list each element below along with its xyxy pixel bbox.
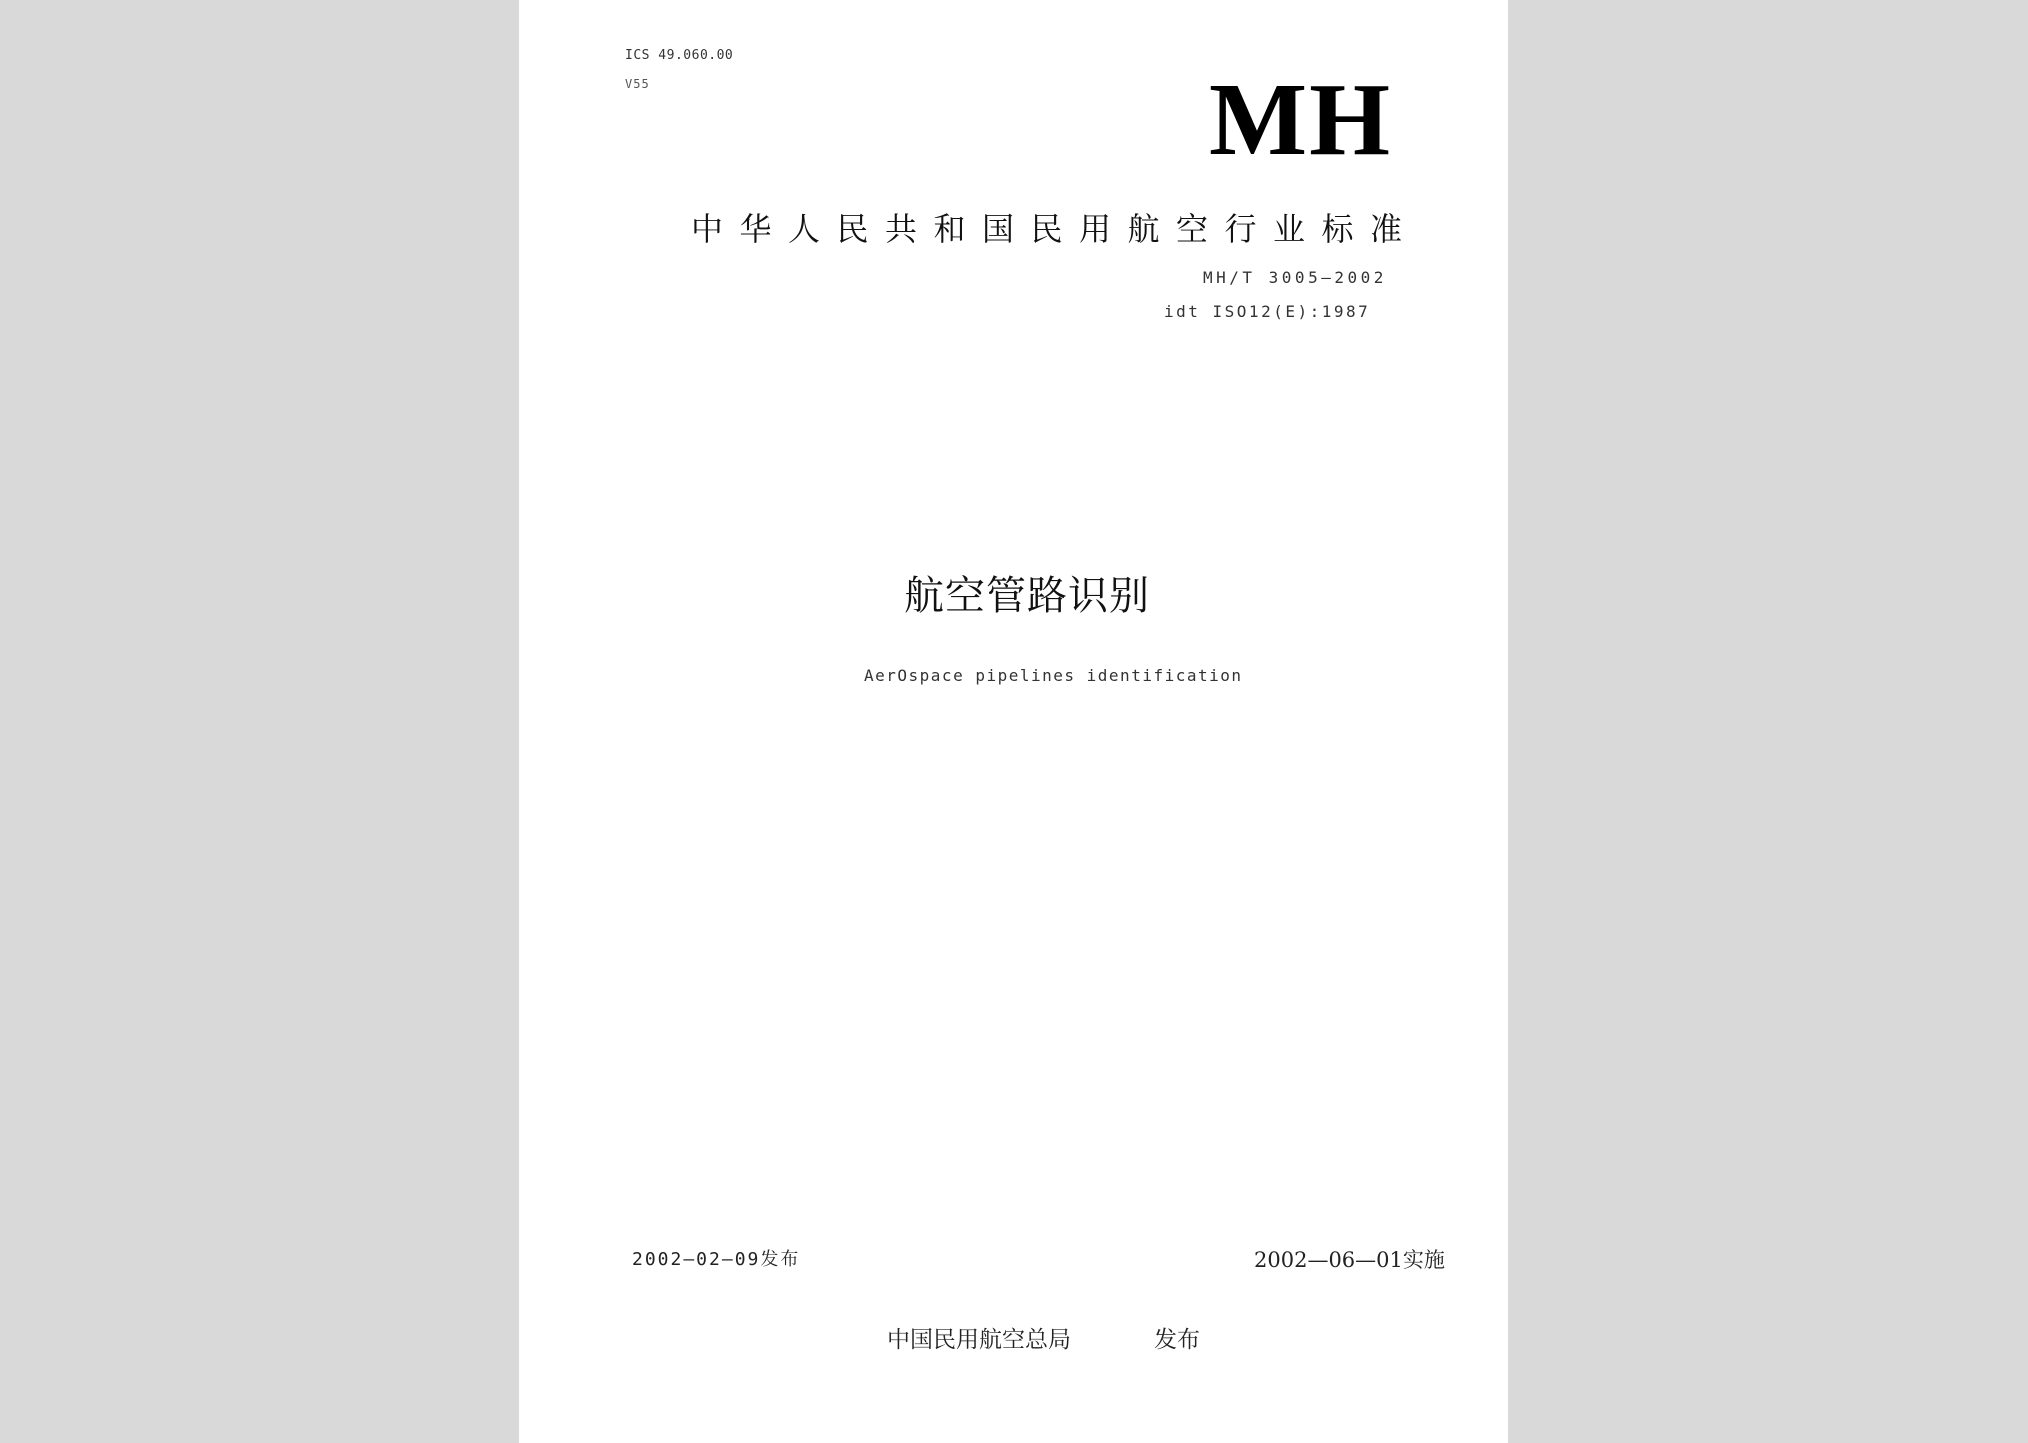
publisher-name: 中国民用航空总局 [887,1327,1071,1353]
standard-number: MH/T 3005—2002 [1203,268,1387,287]
document-title-chinese: 航空管路识别 [904,573,1150,619]
publisher-action: 发布 [1154,1327,1200,1353]
document-title-english: AerOspace pipelines identification [864,666,1243,685]
issue-date: 2002—02—09发布 [632,1249,801,1270]
ccs-code: V55 [625,77,650,91]
mh-logo: MH [1209,62,1393,177]
effective-date: 2002—06—01实施 [1254,1248,1445,1272]
standard-title: 中华人民共和国民用航空行业标准 [691,210,1419,248]
document-page [519,0,1508,1443]
adoption-note: idt ISO12(E):1987 [1164,302,1371,321]
ics-code: ICS 49.060.00 [625,48,734,63]
